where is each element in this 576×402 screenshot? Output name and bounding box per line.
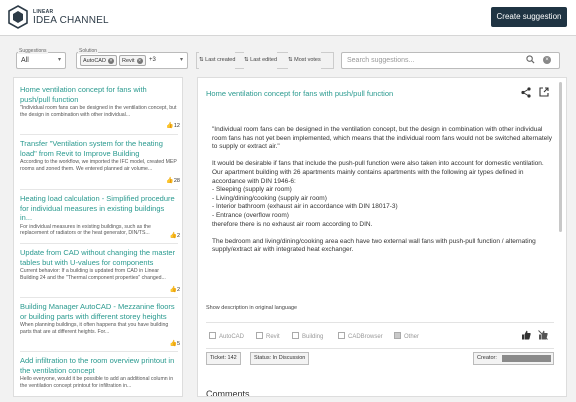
list-item-description: Hello everyone, would it be possible to add an additional column in the ventilation concept printout for infiltration in... [20,376,174,389]
description-paragraph: "Individual room fans can be designed in the ventilation concept, but the design in combination with other individual room fans has not yet been implemented, which means that the individual room fans would not be switched alternately to supply or extract air." [212,126,552,151]
comments-heading: Comments [206,389,250,397]
search-input[interactable]: Search suggestions... [341,52,560,69]
creator-label: Creator: [477,355,497,361]
open-external-icon[interactable] [539,87,549,97]
list-item[interactable] [20,302,178,335]
list-item[interactable] [20,194,178,237]
solution-filter-select[interactable] [76,52,188,69]
list-item[interactable] [20,85,178,118]
close-icon[interactable]: × [109,58,113,64]
detail-title: Home ventilation concept for fans with push/pull function [206,89,394,98]
list-item-title[interactable]: Home ventilation concept for fans with push/pull function [20,85,147,104]
list-item-title[interactable]: Update from CAD without changing the master tables but with U-values for components [20,248,176,267]
search-icon[interactable] [526,55,535,64]
creator-badge [473,352,554,365]
list-item-title[interactable]: Heating load calculation - Simplified procedure for individual measures in existing buildings in... [20,194,175,222]
chevron-down-icon: ▾ [57,57,61,63]
suggestion-detail [197,77,567,397]
checkbox-other[interactable]: Other [394,332,419,340]
vote-count: 👍28 [166,178,180,184]
share-icon[interactable] [521,87,531,98]
redacted-creator-name [502,355,551,362]
solution-chip-revit[interactable]: Revit × [119,55,146,66]
checkbox-autocad[interactable]: AutoCAD [209,332,244,340]
list-item[interactable] [20,139,178,172]
solution-chip-autocad[interactable]: AutoCAD × [80,55,117,66]
list-item[interactable] [20,356,178,389]
solution-filter-label: Solution [79,48,98,54]
list-item-title[interactable]: Transfer "Ventilation system for the heating load" from Revit to Improve Building [20,139,163,158]
brand-name: IDEA CHANNEL [33,15,109,26]
list-item-description: "Individual room fans can be designed in the ventilation concept, but the design in combination with other individual... [20,105,177,118]
thumbs-up-icon: 👍 [166,123,174,129]
like-icon[interactable] [521,330,531,340]
vote-count: 👍2 [169,287,180,293]
sort-icon: ⇅ [288,57,293,63]
create-suggestion-button[interactable]: Create suggestion [491,7,567,27]
scrollbar[interactable] [559,82,562,232]
vote-count: 👍5 [169,341,180,347]
detail-description [212,126,552,264]
clear-icon[interactable]: × [543,56,551,64]
sort-icon: ⇅ [244,57,249,63]
vote-count: 👍12 [166,123,180,129]
ticket-badge: Ticket: 142 [206,352,241,365]
checkbox-cadbrowser[interactable]: CADBrowser [338,332,383,340]
checkbox-revit[interactable]: Revit [256,332,280,340]
suggestion-list [13,77,183,397]
suggestions-filter-select[interactable] [16,52,66,69]
thumbs-up-icon: 👍 [169,287,177,293]
app-header [0,0,576,36]
sort-last-edited-button[interactable]: ⇅ Last edited [244,52,277,69]
checkbox-building[interactable]: Building [292,332,323,340]
thumbs-up-icon: 👍 [169,233,177,239]
solution-more-count: +3 [149,57,156,63]
list-item[interactable] [20,248,178,281]
list-item-description: When planning buildings, it often happens that you have building parts that are at different heights. For... [20,322,169,335]
description-paragraph: It would be desirable if fans that include the push-pull function were also taken into account for domestic ventilation. Our apartment building with 26 apartments mainly contains apartments with the following air types defined in accordance with DIN 1946-6: - Sleeping (supply air room) - Living/dining/cooking (supply air room) - Interior bathroom (exhaust air in accordance with DIN 18017-3) - Entrance (overflow room) therefore there is no exhaust air room according to DIN. [212,160,544,228]
divider [20,351,178,352]
divider [206,322,554,323]
list-item-title[interactable]: Building Manager AutoCAD - Mezzanine floors or building parts with different storey heights [20,302,175,321]
list-item-description: For individual measures in existing buildings, such as the replacement of radiators or the heat generator, DIN/TS... [20,223,151,237]
status-badge: Status: In Discussion [250,352,309,365]
show-original-language-link[interactable]: Show description in original language [206,305,298,311]
brand-company: LINEAR [33,9,54,15]
suggestions-filter-label: Suggestions [19,48,47,54]
divider [206,348,554,349]
divider [20,134,178,135]
dislike-icon[interactable] [538,330,548,340]
list-item-title[interactable]: Add infiltration to the room overview printout in the ventilation concept [20,356,175,375]
linear-logo-icon [8,5,28,29]
list-item-description: Current behavior: If a building is updated from CAD in Linear Building 24 and the "Thermal component properties" changed... [20,268,166,281]
chevron-down-icon: ▾ [179,57,183,63]
sort-last-created-button[interactable]: ⇅ Last created [199,52,235,69]
description-paragraph: The bedroom and living/dining/cooking area each have two external wall fans with push-pull function / alternating supply/extract air with integrated heat exchanger. [212,237,536,254]
divider [20,189,178,190]
list-item-description: According to the workflow, we imported the IFC model, created MEP rooms and zoned them. We entered planned air volume... [20,159,177,172]
vote-count: 👍2 [169,233,180,239]
divider [20,243,178,244]
sort-most-votes-button[interactable]: ⇅ Most votes [288,52,321,69]
thumbs-up-icon: 👍 [166,178,174,184]
close-icon[interactable]: × [138,58,141,64]
divider [20,297,178,298]
sort-icon: ⇅ [199,57,204,63]
thumbs-up-icon: 👍 [169,341,177,347]
suggestions-filter-value: All [21,57,29,64]
